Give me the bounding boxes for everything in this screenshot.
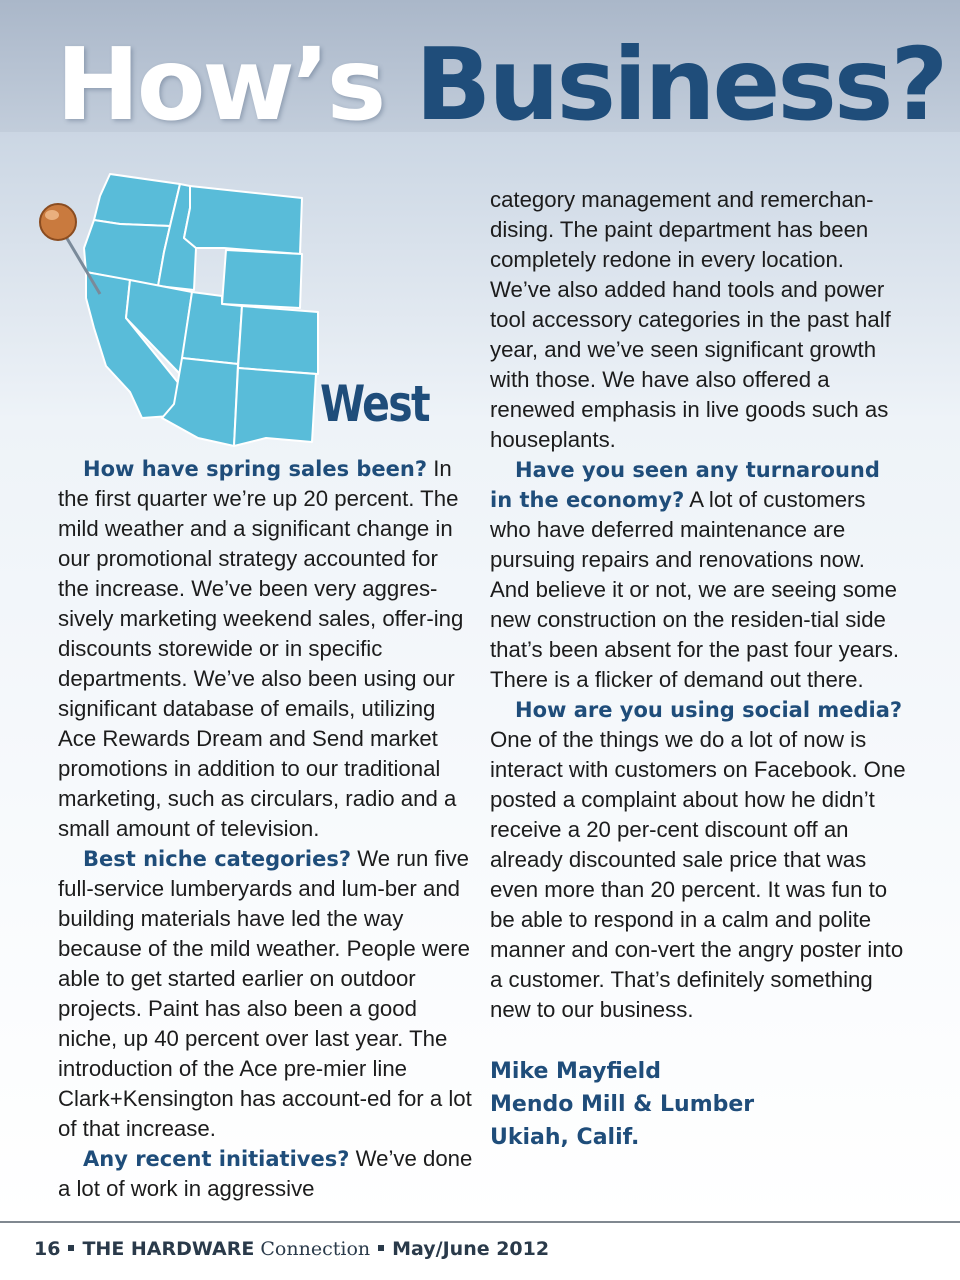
footer-bullet-1	[68, 1245, 74, 1251]
footer-divider	[0, 1221, 960, 1223]
question-social-media: How are you using social media?	[515, 698, 903, 722]
page-number: 16	[34, 1238, 61, 1260]
paragraph-economy	[490, 455, 906, 695]
question-recent-initiatives: Any recent initiatives?	[83, 1147, 350, 1171]
answer-spring-sales: In the first quarter we’re up 20 percent. The mild weather and a significant change in our promotional strategy accounted for the increase. We’ve been very aggres-sively marketing weekend sales, offer-ing discounts storewide or in specific departments. We’ve also been using our significant database of emails, utilizing Ace Rewards Dream and Send market promotions in addition to our traditional marketing, such as circulars, radio and a small amount of television.	[58, 456, 464, 841]
signature-company: Mendo Mill & Lumber	[490, 1092, 755, 1117]
answer-economy: A lot of customers who have deferred maintenance are pursuing repairs and renovations now. And believe it or not, we are seeing some new construction on the residen-tial side that’s been absent for the past four years. There is a flicker of demand out there.	[490, 487, 900, 692]
state-washington	[94, 174, 180, 226]
region-label: West	[320, 375, 430, 433]
question-niche-categories: Best niche categories?	[83, 847, 352, 871]
paragraph-initiatives-continued: category management and remerchan-dising. The paint department has been completely redone in every location. We’ve also added hand tools and power tool accessory categories in the past half year, and we’ve seen significant growth with those. We have also offered a renewed emphasis in live goods such as houseplants.	[490, 187, 891, 452]
question-economy: Have you seen any turnaround in the economy?	[490, 458, 880, 512]
signature-location: Ukiah, Calif.	[490, 1125, 640, 1150]
paragraph-recent-initiatives	[58, 1144, 474, 1204]
page-footer	[34, 1236, 549, 1262]
state-arizona	[162, 358, 238, 446]
article-column-left	[58, 454, 474, 1204]
paragraph-spring-sales	[58, 454, 474, 844]
article-column-right	[490, 185, 906, 1154]
paragraph-niche-categories	[58, 844, 474, 1144]
state-wyoming	[222, 250, 302, 308]
question-spring-sales: How have spring sales been?	[83, 457, 428, 481]
map-states	[84, 174, 318, 446]
answer-social-media: One of the things we do a lot of now is interact with customers on Facebook. One posted a complaint about how he didn’t receive a 20 per-cent discount off an already discounted sale price that was even more than 20 percent. It was fun to be able to respond in a calm and polite manner and con-vert the angry poster into a customer. That’s definitely something new to our business.	[490, 727, 906, 1022]
signature-block	[490, 1055, 906, 1154]
signature-name: Mike Mayfield	[490, 1059, 661, 1084]
state-montana	[184, 186, 302, 254]
state-new-mexico	[234, 368, 316, 446]
footer-bullet-2	[378, 1245, 384, 1251]
title-word-business: Business?	[415, 26, 946, 143]
answer-niche-categories: We run five full-service lumberyards and lum-ber and building materials have led the way because of the mild weather. People were able to get started earlier on outdoor projects. Paint has also been a good niche, up 40 percent over last year. The introduction of the Ace pre-mier line Clark+Kensington has account-ed for a lot of that increase.	[58, 846, 472, 1141]
page-title	[56, 20, 945, 150]
map-pin-icon	[40, 204, 76, 240]
state-colorado	[238, 306, 318, 374]
publication-suffix: Connection	[260, 1238, 371, 1260]
title-word-hows: How’s	[56, 26, 384, 143]
answer-recent-initiatives: We’ve done a lot of work in aggressive	[58, 1146, 473, 1201]
publication-name: THE HARDWARE	[82, 1238, 255, 1260]
paragraph-social-media	[490, 695, 906, 1025]
issue-date: May/June 2012	[392, 1238, 550, 1260]
